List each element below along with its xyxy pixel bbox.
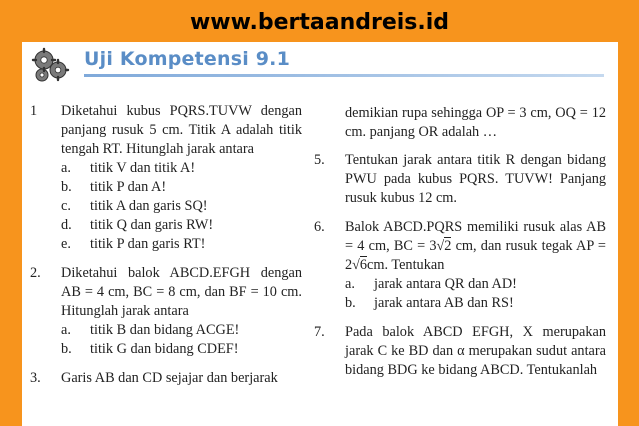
title-underline xyxy=(84,74,604,77)
sub-letter: a. xyxy=(61,160,71,176)
sub-question xyxy=(61,216,302,235)
sub-text: titik P dan A! xyxy=(90,179,167,195)
sub-letter: c. xyxy=(61,198,71,214)
sub-question xyxy=(61,235,302,254)
sub-question xyxy=(61,197,302,216)
problem-text: Diketahui kubus PQRS.TUVW dengan panjang rusuk 5 cm. Titik A adalah titik tengah RT. Hitunglah jarak antara xyxy=(61,103,302,157)
sub-letter: b. xyxy=(61,341,72,357)
sub-text: jarak antara AB dan RS! xyxy=(374,295,514,311)
sub-question xyxy=(61,340,302,359)
site-url: www.bertaandreis.id xyxy=(189,10,450,35)
sub-question-list xyxy=(345,275,606,313)
left-column xyxy=(30,102,302,398)
sub-question xyxy=(61,178,302,197)
sub-text: jarak antara QR dan AD! xyxy=(374,276,517,292)
problem-number: 2. xyxy=(30,265,41,281)
problem-text: Diketahui balok ABCD.EFGH dengan AB = 4 cm, BC = 8 cm, dan BF = 10 cm. Hitunglah jarak antara xyxy=(61,265,302,319)
section-title: Uji Kompetensi 9.1 xyxy=(84,48,290,70)
sub-text: titik A dan garis SQ! xyxy=(90,198,208,214)
sub-letter: e. xyxy=(61,236,71,252)
sub-text: titik G dan bidang CDEF! xyxy=(90,341,239,357)
problem-6 xyxy=(314,218,606,313)
sub-question xyxy=(61,321,302,340)
problem-5 xyxy=(314,151,606,208)
sub-letter: b. xyxy=(345,295,356,311)
problem-3 xyxy=(30,369,302,388)
right-column xyxy=(314,104,606,390)
problem-2 xyxy=(30,264,302,359)
sub-text: titik Q dan garis RW! xyxy=(90,217,214,233)
problem-7 xyxy=(314,323,606,380)
radicand: 2 xyxy=(444,238,452,254)
sub-letter: d. xyxy=(61,217,72,233)
sub-question-list xyxy=(61,321,302,359)
gear-cluster-icon xyxy=(30,46,70,84)
problem-number: 3. xyxy=(30,370,41,386)
problem-continuation: demikian rupa sehingga OP = 3 cm, OQ = 12 cm. panjang OR adalah … xyxy=(345,105,606,140)
problem-text: Pada balok ABCD EFGH, X merupakan jarak C ke BD dan α merupakan sudut antara bidang BDG ke bidang ABCD. Tentukanlah xyxy=(345,324,606,378)
sqrt-symbol: √ xyxy=(352,258,360,273)
problem-number: 5. xyxy=(314,152,325,168)
text-segment: cm. Tentukan xyxy=(367,257,445,273)
textbook-page xyxy=(22,42,618,426)
sub-letter: a. xyxy=(345,276,355,292)
sub-text: titik V dan titik A! xyxy=(90,160,196,176)
problem-1 xyxy=(30,102,302,254)
sub-text: titik B dan bidang ACGE! xyxy=(90,322,240,338)
sub-letter: a. xyxy=(61,322,71,338)
problem-number: 6. xyxy=(314,219,325,235)
radicand: 6 xyxy=(359,257,367,273)
sub-question-list xyxy=(61,159,302,254)
sub-text: titik P dan garis RT! xyxy=(90,236,206,252)
problem-text: Tentukan jarak antara titik R dengan bidang PWU pada kubus PQRS. TUVW! Panjang rusuk kubus 12 cm. xyxy=(345,152,606,206)
sub-question xyxy=(61,159,302,178)
text-segment: cm, dan rusuk tegak AP = 2 xyxy=(345,238,606,273)
problem-number: 1 xyxy=(30,103,38,119)
sub-question xyxy=(345,275,606,294)
text-segment: Balok ABCD.PQRS memiliki rusuk alas AB = 4 cm, BC = 3 xyxy=(345,219,606,254)
problem-text: Garis AB dan CD sejajar dan berjarak xyxy=(61,370,278,386)
sqrt-symbol: √ xyxy=(436,239,445,254)
problem-number: 7. xyxy=(314,324,325,340)
sub-question xyxy=(345,294,606,313)
sub-letter: b. xyxy=(61,179,72,195)
problem-text xyxy=(345,218,606,275)
